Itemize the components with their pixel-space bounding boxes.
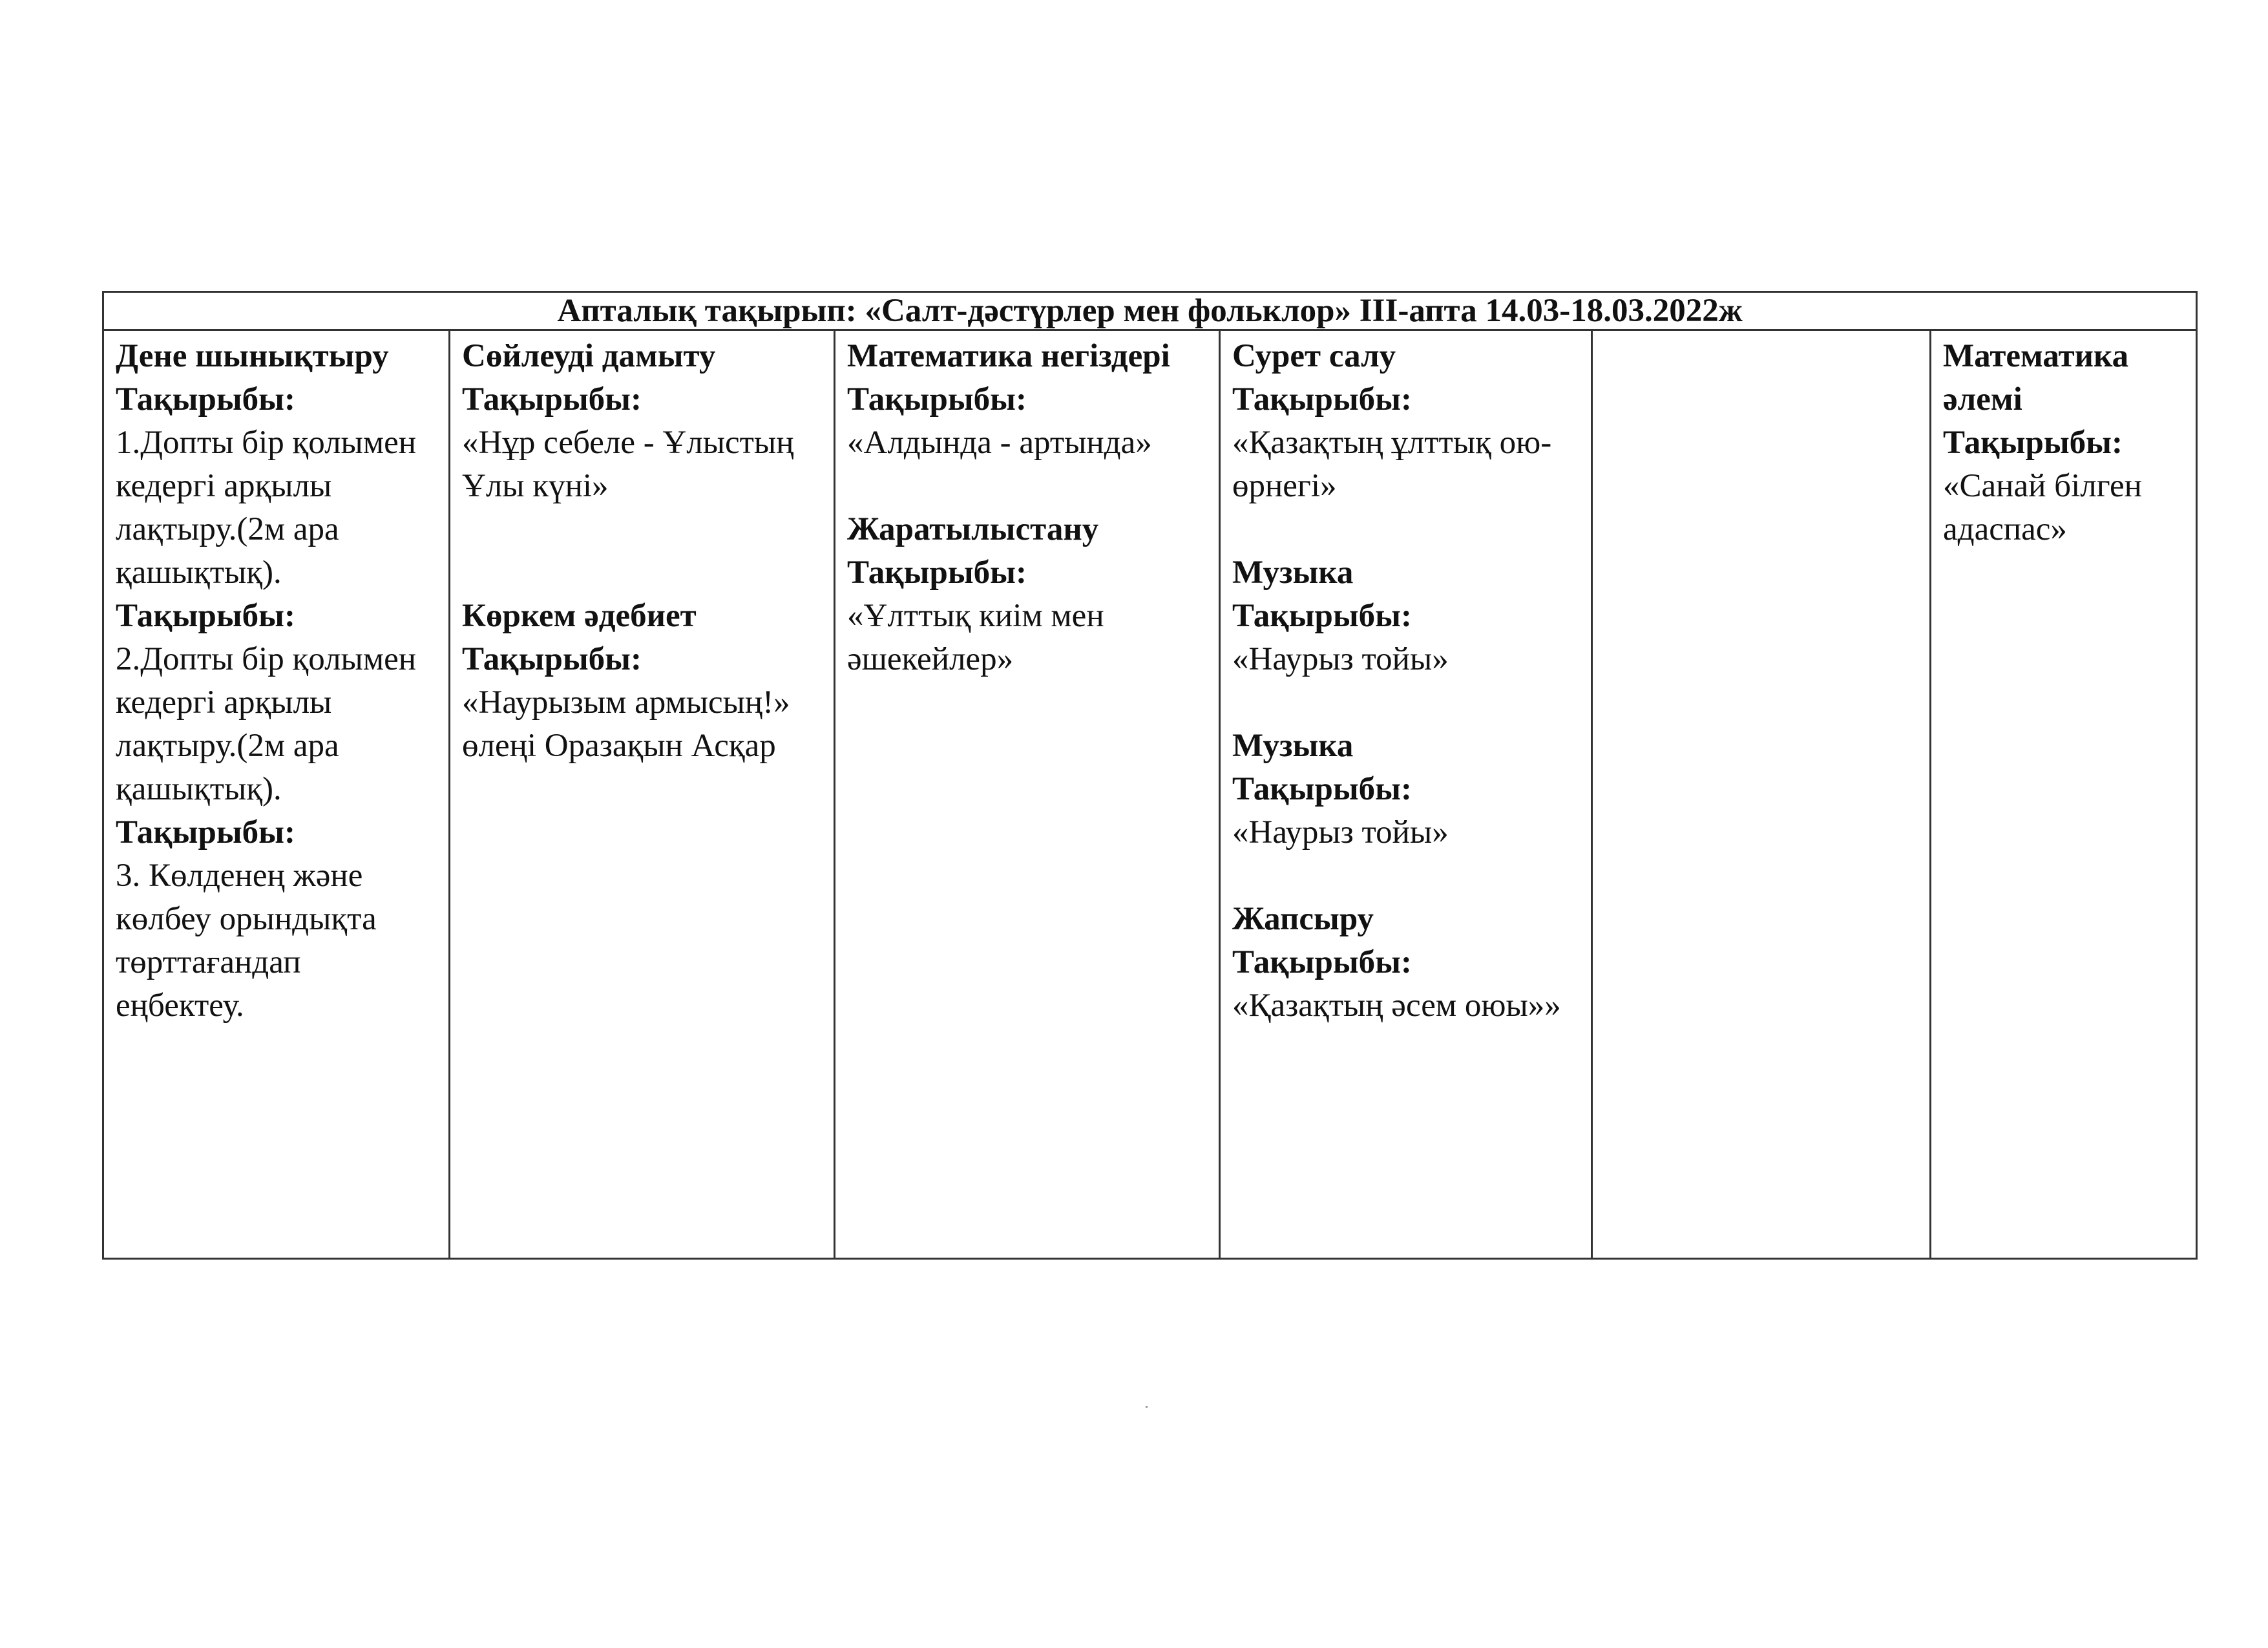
- topic-label: Тақырыбы:: [116, 381, 295, 417]
- topic-label: Тақырыбы:: [1232, 381, 1412, 417]
- topic-label: Тақырыбы:: [462, 641, 642, 677]
- topic-text: 2.Допты бір қолымен кедергі арқылы лақтыру.(2м ара қашықтық).: [116, 641, 417, 807]
- column-speech-development: [450, 330, 835, 1259]
- topic-label: Тақырыбы:: [116, 814, 295, 850]
- subject-name: Сурет салу: [1232, 338, 1396, 374]
- subject-name: Математика негіздері: [847, 338, 1170, 374]
- scan-speck: [1146, 1406, 1148, 1408]
- subject-name: Математика әлемі: [1943, 338, 2129, 417]
- column-drawing: [1220, 330, 1592, 1259]
- topic-text: 3. Көлденең және көлбеу орындықта төрттағандап еңбектеу.: [116, 858, 377, 1024]
- topic-label: Тақырыбы:: [847, 381, 1027, 417]
- topic-label: Тақырыбы:: [847, 555, 1027, 591]
- column-mathematics-basics: [835, 330, 1220, 1259]
- topic-text: «Наурызым армысың!» өлеңі Оразақын Асқар: [462, 684, 790, 764]
- topic-text: «Қазақтың әсем оюы»»: [1232, 988, 1561, 1024]
- column-math-world: [1931, 330, 2197, 1259]
- topic-label: Тақырыбы:: [1232, 944, 1412, 980]
- topic-label: Тақырыбы:: [1943, 425, 2123, 461]
- subject-name: Музыка: [1232, 555, 1354, 591]
- subject-name: Сөйлеуді дамыту: [462, 338, 716, 374]
- topic-text: «Қазақтың ұлттық ою-өрнегі»: [1232, 425, 1552, 504]
- body-row: [103, 330, 2197, 1259]
- spacer: [1232, 508, 1579, 551]
- topic-label: Тақырыбы:: [116, 598, 295, 634]
- weekly-plan-table: [102, 291, 2198, 1260]
- header-row: [103, 292, 2197, 330]
- subject-name: Жаратылыстану: [847, 511, 1099, 547]
- topic-text: «Наурыз тойы»: [1232, 641, 1449, 677]
- topic-text: «Наурыз тойы»: [1232, 814, 1449, 850]
- topic-text: «Алдында - артында»: [847, 425, 1152, 461]
- spacer: [462, 508, 822, 595]
- topic-text: «Нұр себеле - Ұлыстың Ұлы күні»: [462, 425, 794, 504]
- subject-name: Музыка: [1232, 728, 1354, 764]
- spacer: [847, 465, 1207, 508]
- topic-label: Тақырыбы:: [1232, 598, 1412, 634]
- spacer: [1232, 681, 1579, 724]
- topic-text: «Ұлттық киім мен әшекейлер»: [847, 598, 1104, 677]
- column-empty: [1592, 330, 1931, 1259]
- subject-name: Көркем әдебиет: [462, 598, 697, 634]
- topic-label: Тақырыбы:: [462, 381, 642, 417]
- weekly-theme-title: Апталық тақырып: «Салт-дәстүрлер мен фольклор» ІІІ-апта 14.03-18.03.2022ж: [103, 292, 2197, 330]
- topic-text: «Санай білген адаспас»: [1943, 468, 2142, 547]
- topic-text: 1.Допты бір қолымен кедергі арқылы лақтыру.(2м ара қашықтық).: [116, 425, 417, 591]
- spacer: [1232, 854, 1579, 898]
- subject-name: Дене шынықтыру: [116, 338, 389, 374]
- topic-label: Тақырыбы:: [1232, 771, 1412, 807]
- column-physical-education: [103, 330, 450, 1259]
- subject-name: Жапсыру: [1232, 901, 1374, 937]
